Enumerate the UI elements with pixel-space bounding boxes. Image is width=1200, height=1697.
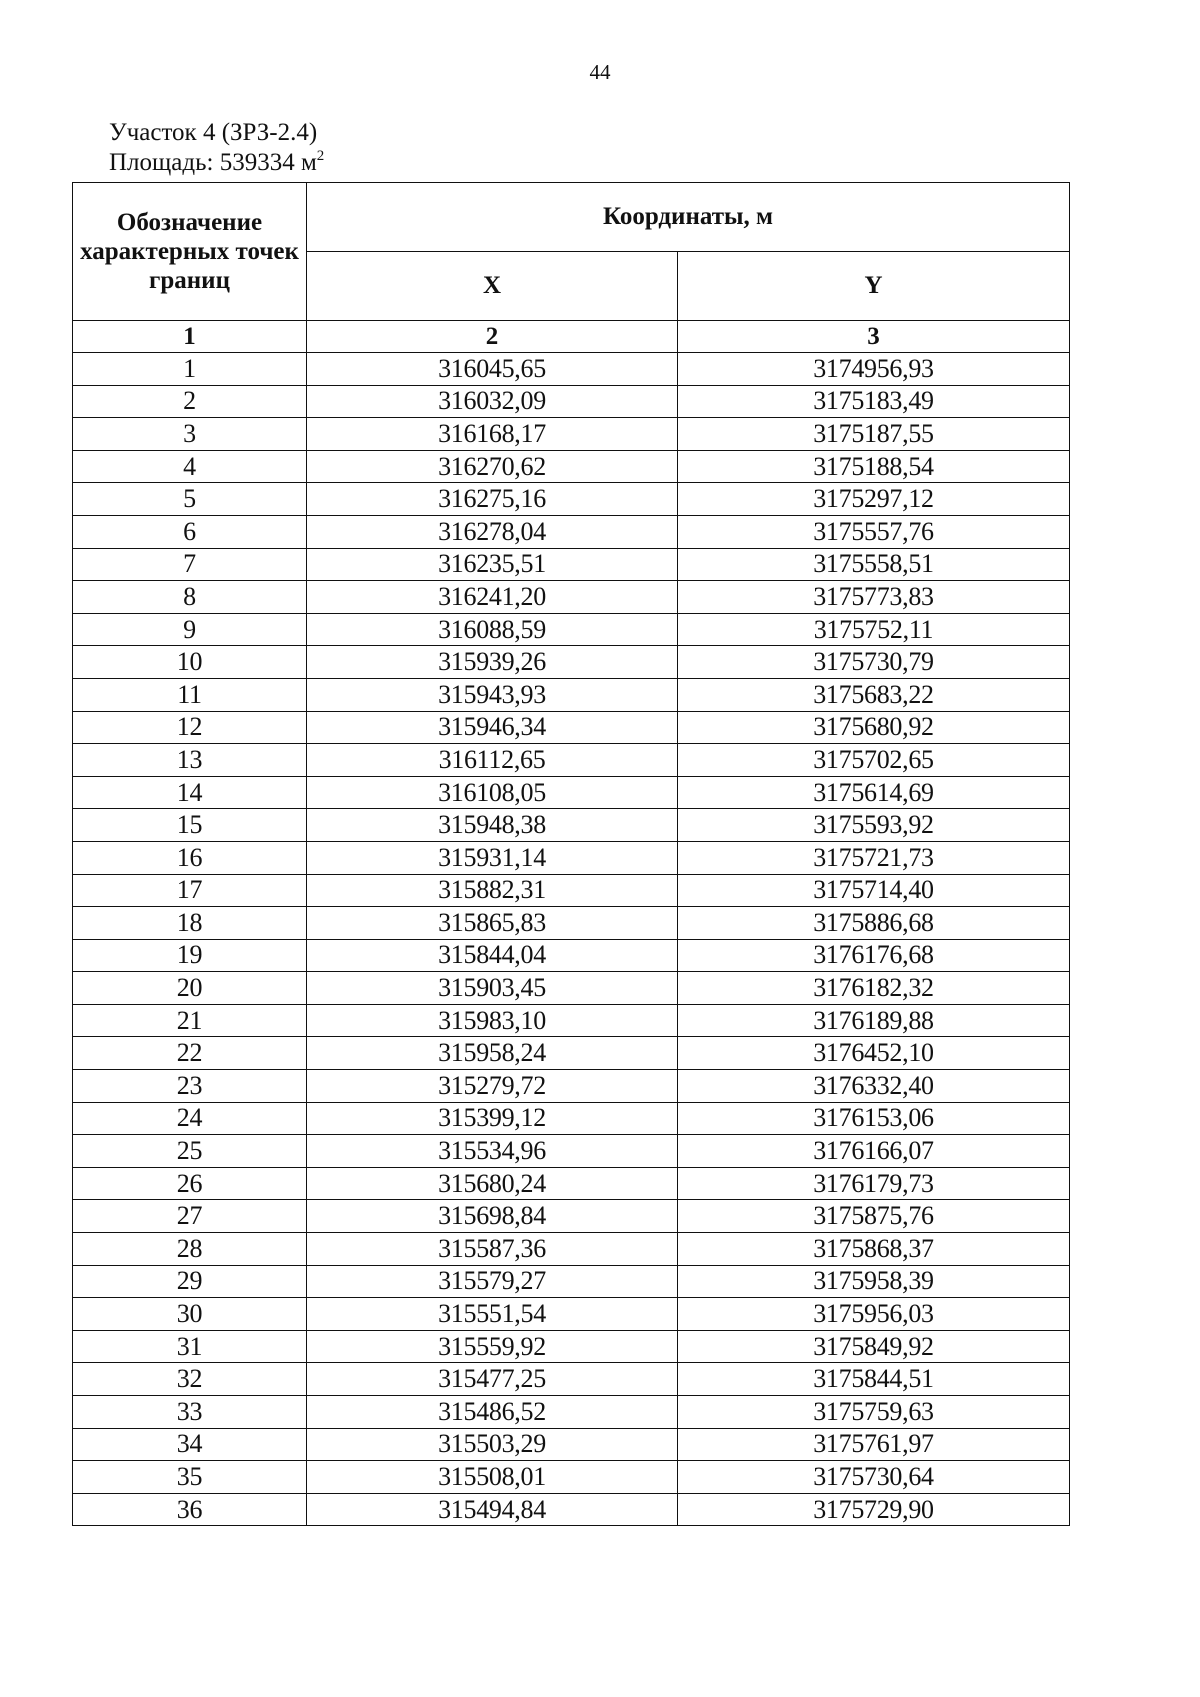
table-row: [73, 1265, 1070, 1298]
y-coordinate-cell: 3176179,73: [678, 1167, 1070, 1200]
x-coordinate-cell: 315680,24: [307, 1167, 678, 1200]
point-number-cell: 17: [73, 874, 307, 907]
point-number-cell: 5: [73, 483, 307, 516]
table-row: [73, 907, 1070, 940]
table-row: [73, 385, 1070, 418]
point-number-cell: 11: [73, 678, 307, 711]
y-coordinate-cell: 3175721,73: [678, 841, 1070, 874]
point-number-cell: 13: [73, 744, 307, 777]
table-row: [73, 515, 1070, 548]
point-number-cell: 28: [73, 1233, 307, 1266]
point-number-cell: 3: [73, 418, 307, 451]
point-number-cell: 34: [73, 1428, 307, 1461]
table-row: [73, 972, 1070, 1005]
y-coordinate-cell: 3175958,39: [678, 1265, 1070, 1298]
y-coordinate-cell: 3175558,51: [678, 548, 1070, 581]
column-number: 1: [73, 321, 307, 353]
point-number-cell: 27: [73, 1200, 307, 1233]
table-row: [73, 678, 1070, 711]
table-row: [73, 483, 1070, 516]
plot-title: Участок 4 (ЗРЗ-2.4): [109, 119, 318, 146]
table-row: [73, 450, 1070, 483]
x-coordinate-cell: 315279,72: [307, 1070, 678, 1103]
area-value: Площадь: 539334 м: [109, 149, 317, 176]
table-row: [73, 1135, 1070, 1168]
table-row: [73, 581, 1070, 614]
y-coordinate-cell: 3175730,79: [678, 646, 1070, 679]
area-unit-superscript: 2: [316, 148, 325, 164]
page-number: 44: [589, 60, 611, 84]
column-number: 3: [678, 321, 1070, 353]
x-coordinate-cell: 316278,04: [307, 515, 678, 548]
x-coordinate-cell: 315865,83: [307, 907, 678, 940]
x-column-header: X: [307, 252, 678, 321]
table-row: [73, 1493, 1070, 1526]
table-row: [73, 1461, 1070, 1494]
table-row: [73, 646, 1070, 679]
x-coordinate-cell: 315958,24: [307, 1037, 678, 1070]
point-number-cell: 26: [73, 1167, 307, 1200]
y-coordinate-cell: 3176452,10: [678, 1037, 1070, 1070]
x-coordinate-cell: 315551,54: [307, 1298, 678, 1331]
x-coordinate-cell: 315939,26: [307, 646, 678, 679]
x-coordinate-cell: 316088,59: [307, 613, 678, 646]
point-number-cell: 33: [73, 1396, 307, 1429]
y-coordinate-cell: 3175680,92: [678, 711, 1070, 744]
column-number-row: [73, 321, 1070, 353]
y-coordinate-cell: 3176332,40: [678, 1070, 1070, 1103]
table-row: [73, 711, 1070, 744]
point-number-cell: 19: [73, 939, 307, 972]
x-coordinate-cell: 316032,09: [307, 385, 678, 418]
table-row: [73, 1330, 1070, 1363]
table-row: [73, 841, 1070, 874]
x-coordinate-cell: 315983,10: [307, 1004, 678, 1037]
table-row: [73, 1102, 1070, 1135]
point-number-cell: 22: [73, 1037, 307, 1070]
y-coordinate-cell: 3175297,12: [678, 483, 1070, 516]
table-body: [73, 353, 1070, 1526]
x-coordinate-cell: 315486,52: [307, 1396, 678, 1429]
table-row: [73, 776, 1070, 809]
coordinates-header: Координаты, м: [307, 183, 1070, 252]
point-number-cell: 23: [73, 1070, 307, 1103]
y-coordinate-cell: 3176153,06: [678, 1102, 1070, 1135]
table-row: [73, 548, 1070, 581]
y-coordinate-cell: 3175614,69: [678, 776, 1070, 809]
x-coordinate-cell: 315399,12: [307, 1102, 678, 1135]
table-row: [73, 1396, 1070, 1429]
table-row: [73, 613, 1070, 646]
point-number-cell: 32: [73, 1363, 307, 1396]
point-number-cell: 29: [73, 1265, 307, 1298]
y-coordinate-cell: 3175593,92: [678, 809, 1070, 842]
y-coordinate-cell: 3175759,63: [678, 1396, 1070, 1429]
point-number-cell: 35: [73, 1461, 307, 1494]
x-coordinate-cell: 316235,51: [307, 548, 678, 581]
x-coordinate-cell: 315559,92: [307, 1330, 678, 1363]
x-coordinate-cell: 315477,25: [307, 1363, 678, 1396]
point-number-cell: 21: [73, 1004, 307, 1037]
y-coordinate-cell: 3175187,55: [678, 418, 1070, 451]
x-coordinate-cell: 316108,05: [307, 776, 678, 809]
column-number: 2: [307, 321, 678, 353]
table-row: [73, 1428, 1070, 1461]
table-row: [73, 353, 1070, 386]
point-number-cell: 25: [73, 1135, 307, 1168]
point-number-cell: 31: [73, 1330, 307, 1363]
x-coordinate-cell: 315844,04: [307, 939, 678, 972]
x-coordinate-cell: 315534,96: [307, 1135, 678, 1168]
plot-area: [109, 148, 324, 178]
table-row: [73, 1004, 1070, 1037]
x-coordinate-cell: 315587,36: [307, 1233, 678, 1266]
point-number-cell: 1: [73, 353, 307, 386]
x-coordinate-cell: 315948,38: [307, 809, 678, 842]
table-row: [73, 809, 1070, 842]
point-number-cell: 15: [73, 809, 307, 842]
table-row: [73, 1167, 1070, 1200]
x-coordinate-cell: 315503,29: [307, 1428, 678, 1461]
y-coordinate-cell: 3174956,93: [678, 353, 1070, 386]
table-row: [73, 418, 1070, 451]
y-coordinate-cell: 3175729,90: [678, 1493, 1070, 1526]
x-coordinate-cell: 315698,84: [307, 1200, 678, 1233]
x-coordinate-cell: 315508,01: [307, 1461, 678, 1494]
point-number-cell: 14: [73, 776, 307, 809]
coordinates-table: [72, 182, 1070, 1526]
y-coordinate-cell: 3175183,49: [678, 385, 1070, 418]
point-number-cell: 24: [73, 1102, 307, 1135]
y-coordinate-cell: 3175956,03: [678, 1298, 1070, 1331]
table-row: [73, 874, 1070, 907]
table-row: [73, 939, 1070, 972]
y-coordinate-cell: 3175761,97: [678, 1428, 1070, 1461]
table-row: [73, 1070, 1070, 1103]
y-coordinate-cell: 3175844,51: [678, 1363, 1070, 1396]
point-number-cell: 36: [73, 1493, 307, 1526]
y-coordinate-cell: 3175730,64: [678, 1461, 1070, 1494]
x-coordinate-cell: 315903,45: [307, 972, 678, 1005]
y-coordinate-cell: 3176176,68: [678, 939, 1070, 972]
table-row: [73, 1233, 1070, 1266]
y-coordinate-cell: 3175875,76: [678, 1200, 1070, 1233]
point-number-cell: 10: [73, 646, 307, 679]
y-coordinate-cell: 3175886,68: [678, 907, 1070, 940]
x-coordinate-cell: 315579,27: [307, 1265, 678, 1298]
x-coordinate-cell: 315494,84: [307, 1493, 678, 1526]
point-number-cell: 7: [73, 548, 307, 581]
y-coordinate-cell: 3175683,22: [678, 678, 1070, 711]
x-coordinate-cell: 316275,16: [307, 483, 678, 516]
point-number-cell: 18: [73, 907, 307, 940]
y-coordinate-cell: 3176182,32: [678, 972, 1070, 1005]
x-coordinate-cell: 315882,31: [307, 874, 678, 907]
y-coordinate-cell: 3175702,65: [678, 744, 1070, 777]
x-coordinate-cell: 316270,62: [307, 450, 678, 483]
y-coordinate-cell: 3175849,92: [678, 1330, 1070, 1363]
y-coordinate-cell: 3176189,88: [678, 1004, 1070, 1037]
point-number-cell: 20: [73, 972, 307, 1005]
y-coordinate-cell: 3175773,83: [678, 581, 1070, 614]
x-coordinate-cell: 316112,65: [307, 744, 678, 777]
point-number-cell: 30: [73, 1298, 307, 1331]
x-coordinate-cell: 316241,20: [307, 581, 678, 614]
table-row: [73, 1363, 1070, 1396]
point-number-cell: 16: [73, 841, 307, 874]
point-number-cell: 6: [73, 515, 307, 548]
table-row: [73, 744, 1070, 777]
y-coordinate-cell: 3175714,40: [678, 874, 1070, 907]
point-designation-header: Обозначение характерных точек границ: [73, 183, 307, 321]
table-row: [73, 1298, 1070, 1331]
x-coordinate-cell: 316045,65: [307, 353, 678, 386]
y-coordinate-cell: 3175752,11: [678, 613, 1070, 646]
y-column-header: Y: [678, 252, 1070, 321]
x-coordinate-cell: 315946,34: [307, 711, 678, 744]
x-coordinate-cell: 315931,14: [307, 841, 678, 874]
y-coordinate-cell: 3176166,07: [678, 1135, 1070, 1168]
point-number-cell: 12: [73, 711, 307, 744]
x-coordinate-cell: 316168,17: [307, 418, 678, 451]
y-coordinate-cell: 3175557,76: [678, 515, 1070, 548]
point-number-cell: 9: [73, 613, 307, 646]
table-row: [73, 1200, 1070, 1233]
point-number-cell: 8: [73, 581, 307, 614]
x-coordinate-cell: 315943,93: [307, 678, 678, 711]
point-number-cell: 4: [73, 450, 307, 483]
point-number-cell: 2: [73, 385, 307, 418]
table-row: [73, 1037, 1070, 1070]
plot-heading: [109, 118, 324, 178]
y-coordinate-cell: 3175188,54: [678, 450, 1070, 483]
y-coordinate-cell: 3175868,37: [678, 1233, 1070, 1266]
